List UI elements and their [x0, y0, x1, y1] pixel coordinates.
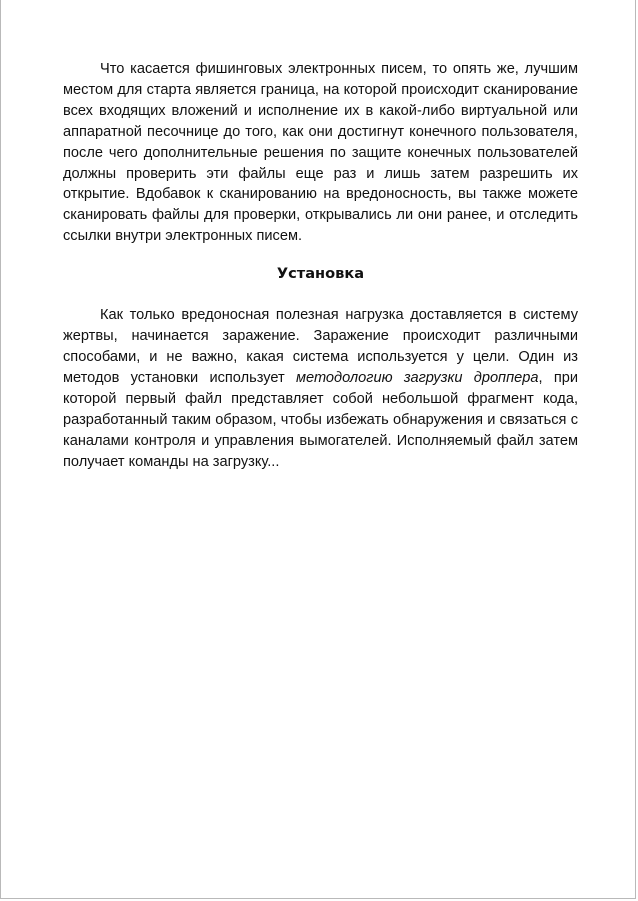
paragraph-installation-part-2: , при которой первый файл представляет собой небольшой фрагмент кода, разработанный таким образом, чтобы избежать обнаружения и связаться с каналами контроля и управления вымогателей. Исполняемый файл затем получает команды на загрузку...: [63, 369, 578, 470]
section-heading-installation: Установка: [276, 265, 365, 283]
paragraph-installation-emphasis: методологию загрузки дроппера: [295, 369, 539, 386]
paragraph-phishing: Что касается фишинговых электронных писем, то опять же, лучшим местом для старта является граница, на которой происходит сканирование всех входящих вложений и исполнение их в какой-либо виртуальной или аппаратной песочнице до того, как они достигнут конечного пользователя, после чего дополнительные решения по защите конечных пользователей должны проверить эти файлы еще раз и лишь затем разрешить их открытие. Вдобавок к сканированию на вредоносность, вы также можете сканировать файлы для проверки, открывались ли они ранее, и отследить ссылки внутри электронных писем.: [63, 61, 578, 245]
paragraph-installation: [63, 305, 578, 472]
document-body: [63, 59, 578, 472]
paragraph-installation-part-1: Как только вредоносная полезная нагрузка доставляется в систему жертвы, начинается заражение. Заражение происходит различными способами, и не важно, какая система используется у цели. Один из методов установки использует: [63, 307, 578, 386]
